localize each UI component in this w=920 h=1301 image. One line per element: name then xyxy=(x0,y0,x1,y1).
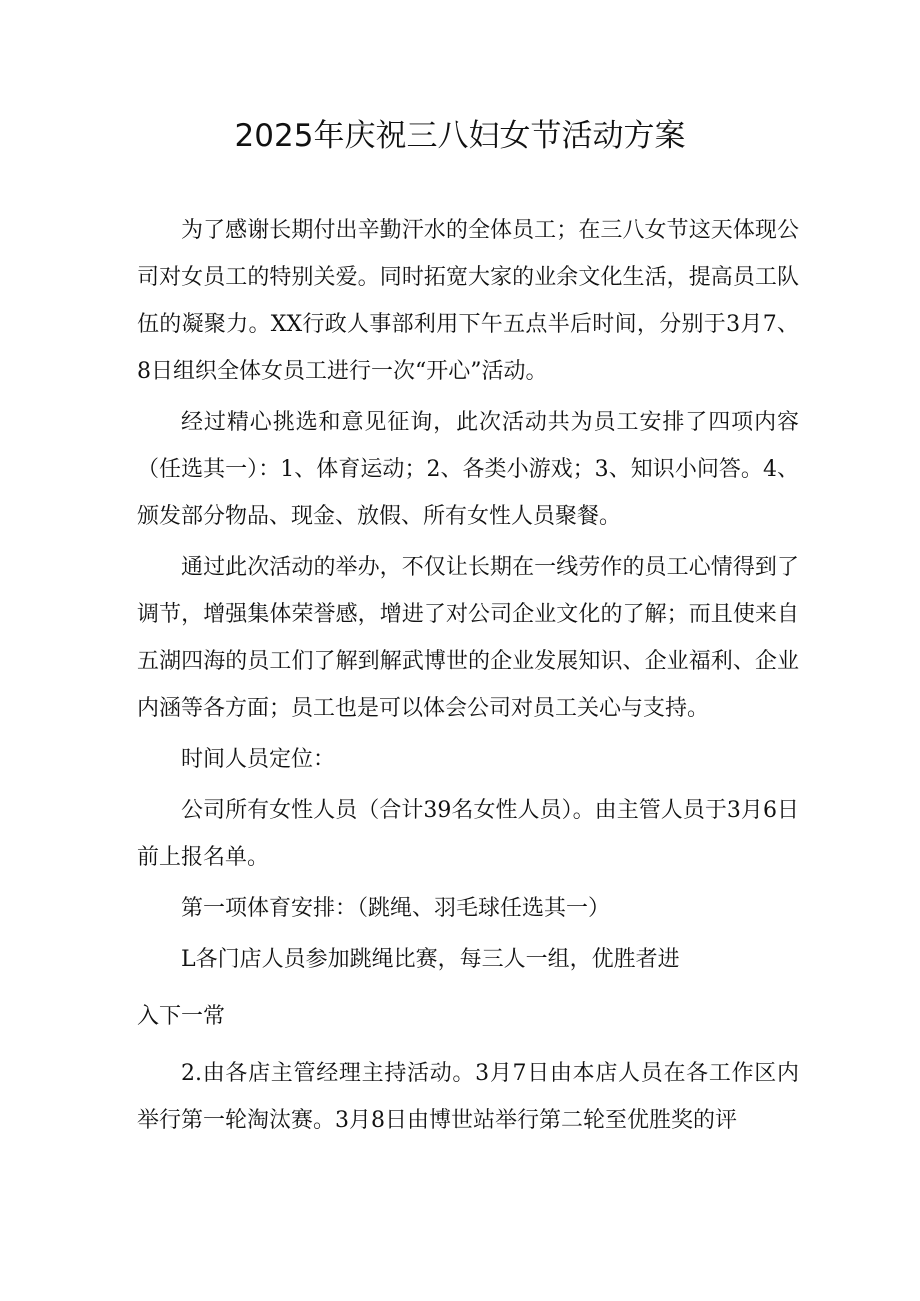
paragraph-sports-heading: 第一项体育安排：（跳绳、羽毛球任选其一） xyxy=(181,896,611,921)
paragraph-activities: 经过精心挑选和意见征询，此次活动共为员工安排了四项内容（任选其一）：1、体育运动；2、各类小游戏；3、知识小问答。4、颁发部分物品、现金、放假、所有女性人员聚餐。 xyxy=(137,410,799,529)
paragraph-time-heading: 时间人员定位： xyxy=(181,747,336,772)
paragraph-sports-item-2: 2.由各店主管经理主持活动。3月7日由本店人员在各工作区内举行第一轮淘汰赛。3月8日由博世站举行第二轮至优胜奖的评 xyxy=(137,1061,799,1133)
paragraph-benefits: 通过此次活动的举办，不仅让长期在一线劳作的员工心情得到了调节，增强集体荣誉感，增进了对公司企业文化的了解；而且使来自五湖四海的员工们了解到解武博世的企业发展知识、企业福利、企业内涵等各方面；员工也是可以体会公司对员工关心与支持。 xyxy=(137,555,799,721)
paragraph-sports-item-1: L各门店人员参加跳绳比赛，每三人一组，优胜者进 xyxy=(181,947,680,972)
paragraph-sports-item-1-cont: 入下一常 xyxy=(137,1004,226,1029)
document-body xyxy=(137,207,799,1144)
paragraph-participants: 公司所有女性人员（合计39名女性人员）。由主管人员于3月6日前上报名单。 xyxy=(137,798,799,870)
paragraph-intro: 为了感谢长期付出辛勤汗水的全体员工；在三八女节这天体现公司对女员工的特别关爱。同时拓宽大家的业余文化生活，提高员工队伍的凝聚力。XX行政人事部利用下午五点半后时间，分别于3月7、8日组织全体女员工进行一次“开心”活动。 xyxy=(137,218,799,384)
document-title: 2025年庆祝三八妇女节活动方案 xyxy=(234,118,686,154)
